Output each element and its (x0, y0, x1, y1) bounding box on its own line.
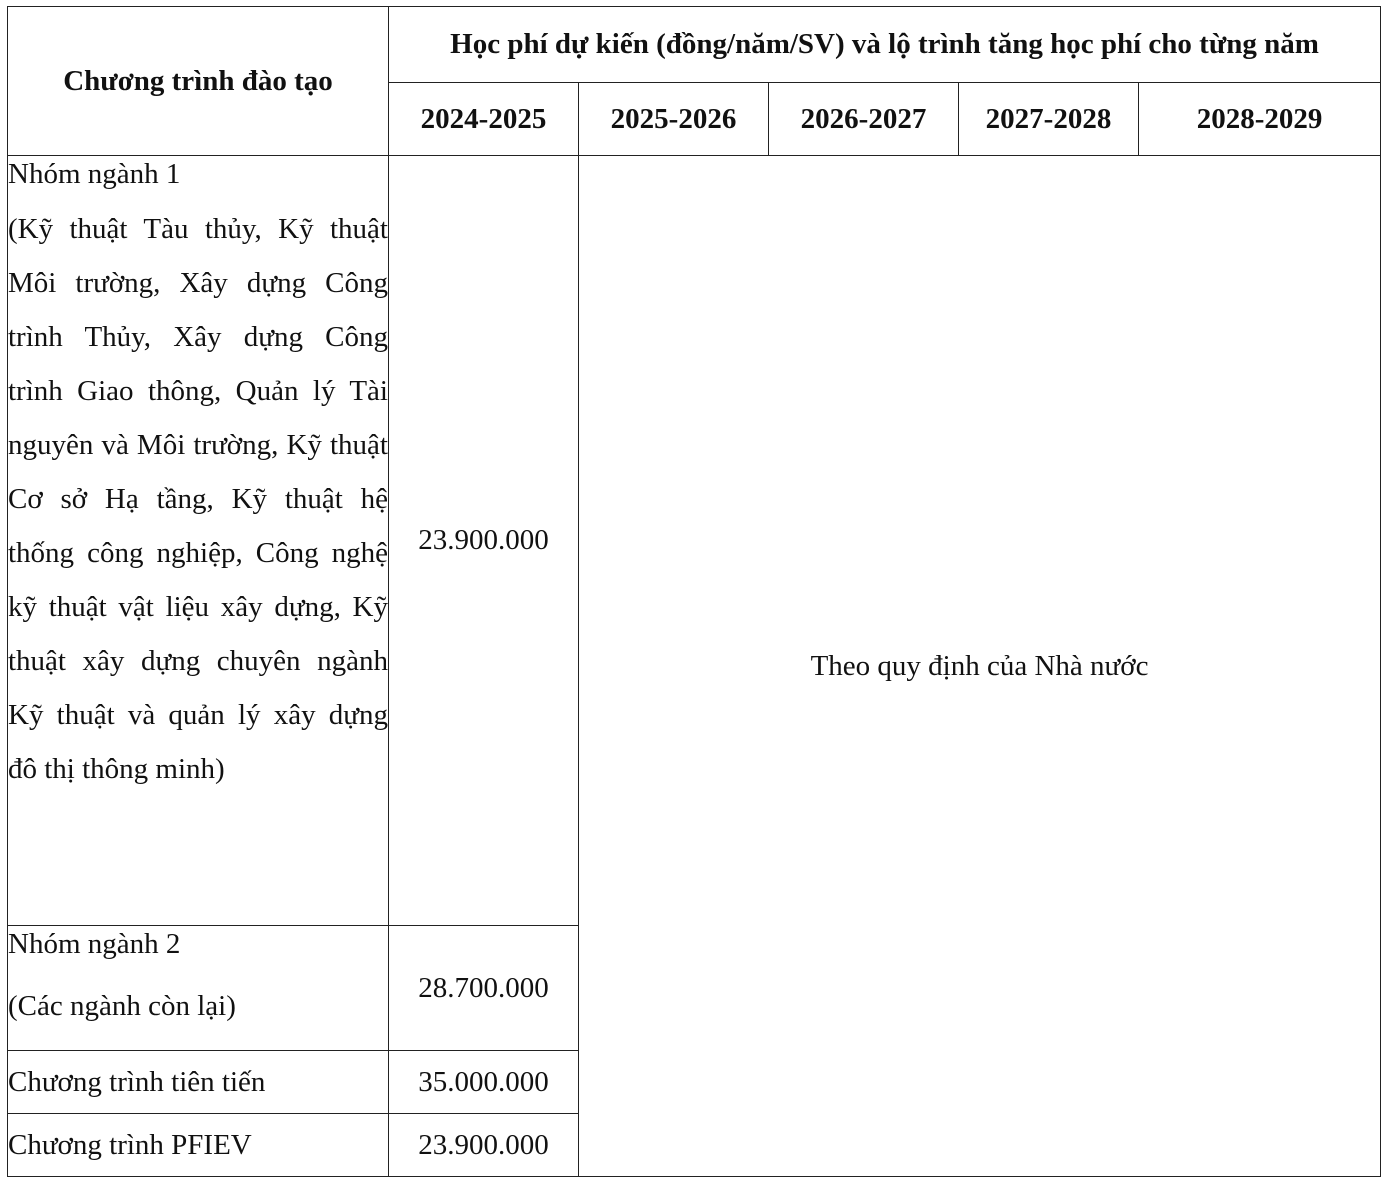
header-year: 2025-2026 (579, 83, 769, 156)
header-fee: Học phí dự kiến (đồng/năm/SV) và lộ trình tăng học phí cho từng năm (389, 7, 1381, 83)
advanced-program-fee: 35.000.000 (389, 1051, 579, 1114)
advanced-program-name: Chương trình tiên tiến (8, 1051, 389, 1114)
pfiev-program-fee: 23.900.000 (389, 1114, 579, 1177)
tuition-fee-table (7, 6, 1381, 1177)
future-years-note: Theo quy định của Nhà nước (579, 156, 1381, 1177)
group-2-description: (Các ngành còn lại) (8, 990, 236, 1022)
group-1-description: (Kỹ thuật Tàu thủy, Kỹ thuật Môi trường, Xây dựng Công trình Thủy, Xây dựng Công trình Giao thông, Quản lý Tài nguyên và Môi trường, Kỹ thuật Cơ sở Hạ tầng, Kỹ thuật hệ thống công nghiệp, Công nghệ kỹ thuật vật liệu xây dựng, Kỹ thuật xây dựng chuyên ngành Kỹ thuật và quản lý xây dựng đô thị thông minh) (8, 213, 388, 785)
group-2-fee: 28.700.000 (389, 926, 579, 1051)
row-group-2-program (8, 926, 389, 1051)
group-1-fee: 23.900.000 (389, 156, 579, 926)
header-year: 2026-2027 (769, 83, 959, 156)
header-year: 2024-2025 (389, 83, 579, 156)
group-2-name: Nhóm ngành 2 (8, 928, 181, 960)
row-group-1-program (8, 156, 389, 926)
pfiev-program-name: Chương trình PFIEV (8, 1114, 389, 1177)
header-program: Chương trình đào tạo (8, 7, 389, 156)
header-year: 2027-2028 (959, 83, 1139, 156)
group-1-name: Nhóm ngành 1 (8, 158, 181, 190)
header-year: 2028-2029 (1139, 83, 1381, 156)
